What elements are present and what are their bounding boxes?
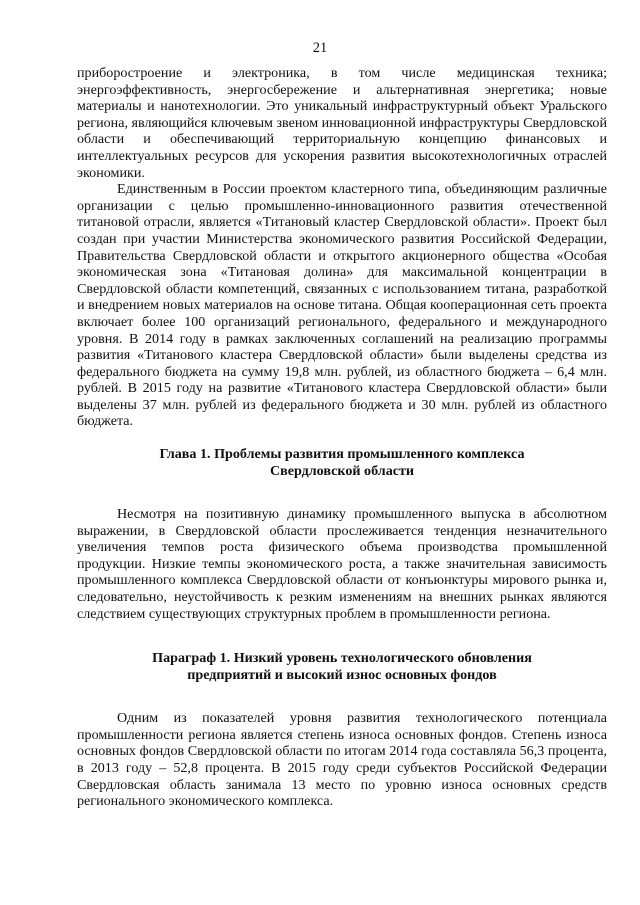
chapter-heading-line-2: Свердловской области [269,463,415,480]
document-body [77,65,607,810]
paragraph-cluster-infrastructure: приборостроение и электроника, в том числе медицинская техника; энергоэффективность, энергосбережение и альтернативная энергетика; новые материалы и нанотехнологии. Это уникальный инфраструктурный объект Уральского региона, являющийся ключевым звеном инновационной инфраструктуры Свердловской области и обеспечивающий территориальную концепцию финансовых и интеллектуальных ресурсов для ускорения развития высокотехнологичных отраслей экономики. [77,65,608,181]
chapter-heading [77,446,607,480]
chapter-heading-line-1: Глава 1. Проблемы развития промышленного комплекса [159,446,525,463]
section-heading-line-1: Параграф 1. Низкий уровень технологического обновления [152,650,532,667]
paragraph-industrial-problems: Несмотря на позитивную динамику промышленного выпуска в абсолютном выражении, в Свердловской области прослеживается тенденция незначительного увеличения темпов роста физического объема производства промышленной продукции. Низкие темпы экономического роста, а также значительная зависимость промышленного комплекса Свердловской области от конъюнктуры мирового рынка и, следовательно, неустойчивость к резким изменениям на внешних рынках являются следствием существующих структурных проблем в промышленности региона. [77,506,607,622]
paragraph-titanium-cluster: Единственным в России проектом кластерного типа, объединяющим различные организации с целью промышленно-инновационного развития отечественной титановой отрасли, является «Титановый кластер Свердловской области». Проект был создан при участии Министерства экономического развития Российской Федерации, Правительства Свердловской области и открытого акционерного общества «Особая экономическая зона «Титановая долина» для максимальной концентрации в Свердловской области компетенций, связанных с использованием титана, разработкой и внедрением новых материалов на основе титана. Общая кооперационная сеть проекта включает более 100 организаций регионального, федерального и международного уровня. В 2014 году в рамках заключенных соглашений на реализацию программы развития «Титанового кластера Свердловской области» были выделены средства из федерального бюджета на сумму 19,8 млн. рублей, из областного бюджета – 6,4 млн. рублей. В 2015 году на развитие «Титанового кластера Свердловской области» были выделены 37 млн. рублей из федерального бюджета и 30 млн. рублей из областного бюджета. [77,181,607,430]
paragraph-fixed-assets-wear: Одним из показателей уровня развития технологического потенциала промышленности региона является степень износа основных фондов. Степень износа основных фондов Свердловской области по итогам 2014 года составляла 56,3 процента, в 2013 году – 52,8 процента. В 2015 году среди субъектов Российской Федерации Свердловская область занимала 13 место по уровню износа основных средств регионального экономического комплекса. [77,710,607,810]
section-heading-line-2: предприятий и высокий износ основных фондов [187,667,497,684]
section-heading [77,650,607,684]
page-number: 21 [312,40,328,56]
